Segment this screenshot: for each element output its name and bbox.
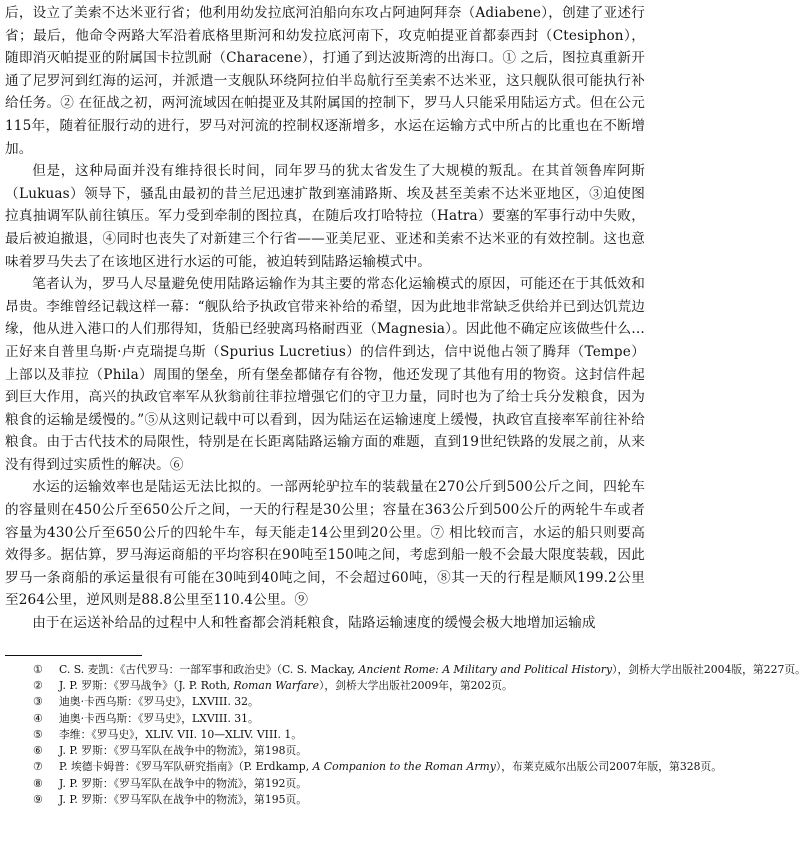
footnote-marker: ① (33, 662, 43, 676)
footnote-4 (33, 711, 645, 727)
footnote-text: 迪奥·卡西乌斯：《罗马史》，LXVIII. 31。 (59, 711, 259, 725)
footnote-text: J. P. 罗斯：《罗马军队在战争中的物流》，第195页。 (59, 793, 308, 806)
footnote-8 (33, 776, 645, 792)
footnote-separator (5, 655, 142, 656)
footnote-9 (33, 792, 645, 808)
footnote-marker: ③ (33, 695, 43, 709)
footnote-work-title: Ancient Rome: A Military and Political History (358, 662, 613, 676)
footnote-7 (33, 759, 723, 775)
footnote-text: J. P. 罗斯：《罗马军队在战争中的物流》，第192页。 (59, 776, 308, 790)
footnote-3 (33, 694, 645, 710)
paragraph-1: 后，设立了美索不达米亚行省；他利用幼发拉底河泊船向东攻占阿迪阿拜奈（Adiabene），创建了亚述行省；最后，他命令两路大军沿着底格里斯河和幼发拉底河南下，攻克帕提亚首都泰西封（Ctesiphon），随即消灭帕提亚的附属国卡拉凯耐（Characene），打通了到达波斯湾的出海口。① 之后，图拉真重新开通了尼罗河到红海的运河，并派遣一支舰队环绕阿拉伯半岛航行至美索不达米亚，这只舰队很可能执行补给任务。② 在征战之初，两河流域因在帕提亚及其附属国的控制下，罗马人只能采用陆运方式。但在公元115年，随着征服行动的进行，罗马对河流的控制权逐渐增多，水运在运输方式中所占的比重也在不断增加。 (5, 5, 645, 157)
paragraph-5: 由于在运送补给品的过程中人和牲畜都会消耗粮食，陆路运输速度的缓慢会极大地增加运输成 (32, 615, 596, 632)
paragraph-3: 笔者认为，罗马人尽量避免使用陆路运输作为其主要的常态化运输模式的原因，可能还在于其低效和昂贵。李维曾经记载这样一幕：“舰队给予执政官带来补给的希望，因为此地非常缺乏供给并已到达饥荒边缘，他从进入港口的人们那得知，货船已经驶离玛格耐西亚（Magnesia）。因此他不确定应该做些什么…正好来自普里乌斯·卢克瑞提乌斯（Spurius Lucretius）的信件到达，信中说他占领了腾拜（Tempe）上部以及菲拉（Phila）周围的堡垒，所有堡垒都储存有谷物，他还发现了其他有用的物资。这封信件起到巨大作用，高兴的执政官率军从狄翁前往菲拉增强它们的守卫力量，同时也为了给士兵分发粮食，因为粮食的运输是缓慢的。”⑤从这则记载中可以看到，因为陆运在运输速度上缓慢，执政官直接率军前往补给粮食。由于古代技术的局限性，特别是在长距离陆路运输方面的难题，直到19世纪铁路的发展之前，从来没有得到过实质性的解决。⑥ (5, 276, 646, 473)
paragraph-4: 水运的运输效率也是陆运无法比拟的。一部两轮驴拉车的装载量在270公斤到500公斤之间，四轮车的容量则在450公斤至650公斤之间，一天的行程是30公里；容量在363公斤到500公斤的两轮牛车或者容量为430公斤至650公斤的四轮牛车，每天能走14公里到20公里。⑦ 相比较而言，水运的船只则要高效得多。据估算，罗马海运商船的平均容积在90吨至150吨之间，考虑到船一般不会最大限度装载，因此罗马一条商船的承运量很有可能在30吨到40吨之间，不会超过60吨，⑧其一天的行程是顺风199.2公里至264公里，逆风则是88.8公里至110.4公里。⑨ (5, 479, 645, 609)
footnote-text: J. P. 罗斯：《罗马军队在战争中的物流》，第198页。 (59, 744, 308, 758)
footnote-marker: ⑨ (33, 793, 43, 806)
footnote-marker: ⑦ (33, 760, 43, 774)
footnote-text: C. S. 麦凯：《古代罗马：一部军事和政治史》（C. S. Mackay, Ancient Rome: A Military and Political History），剑桥大学出版社2004版，第227页。 (59, 662, 806, 676)
footnote-1 (33, 662, 806, 678)
footnote-5 (33, 727, 645, 743)
footnote-marker: ⑥ (33, 744, 43, 758)
footnote-text: 迪奥·卡西乌斯：《罗马史》，LXVIII. 32。 (59, 695, 259, 709)
footnote-marker: ⑧ (33, 776, 43, 790)
footnote-work-title: A Companion to the Roman Army (312, 760, 496, 774)
footnote-text: 李维：《罗马史》，XLIV. VII. 10—XLIV. VIII. 1。 (59, 727, 303, 741)
footnotes (5, 662, 806, 809)
body-text (5, 2, 645, 635)
footnote-marker: ② (33, 678, 43, 692)
footnote-text: J. P. 罗斯：《罗马战争》（J. P. Roth, Roman Warfare），剑桥大学出版社2009年，第202页。 (59, 678, 513, 692)
footnote-work-title: Roman Warfare (233, 678, 319, 692)
paragraph-2: 但是，这种局面并没有维持很长时间，同年罗马的犹太省发生了大规模的叛乱。在其首领鲁库阿斯（Lukuas）领导下，骚乱由最初的昔兰尼迅速扩散到塞浦路斯、埃及甚至美索不达米亚地区，③迫使图拉真抽调军队前往镇压。军力受到牵制的图拉真，在随后攻打哈特拉（Hatra）要塞的军事行动中失败，最后被迫撤退，④同时也丧失了对新建三个行省——亚美尼亚、亚述和美索不达米亚的有效控制。这也意味着罗马失去了在该地区进行水运的可能，被迫转到陆路运输模式中。 (5, 163, 645, 270)
footnote-marker: ④ (33, 711, 43, 725)
footnote-2 (33, 678, 645, 694)
footnote-text: P. 埃德卡姆普：《罗马军队研究指南》（P. Erdkamp, A Companion to the Roman Army），布莱克威尔出版公司2007年版，第328页。 (59, 760, 723, 774)
footnote-6 (33, 743, 645, 759)
footnote-marker: ⑤ (33, 727, 43, 741)
